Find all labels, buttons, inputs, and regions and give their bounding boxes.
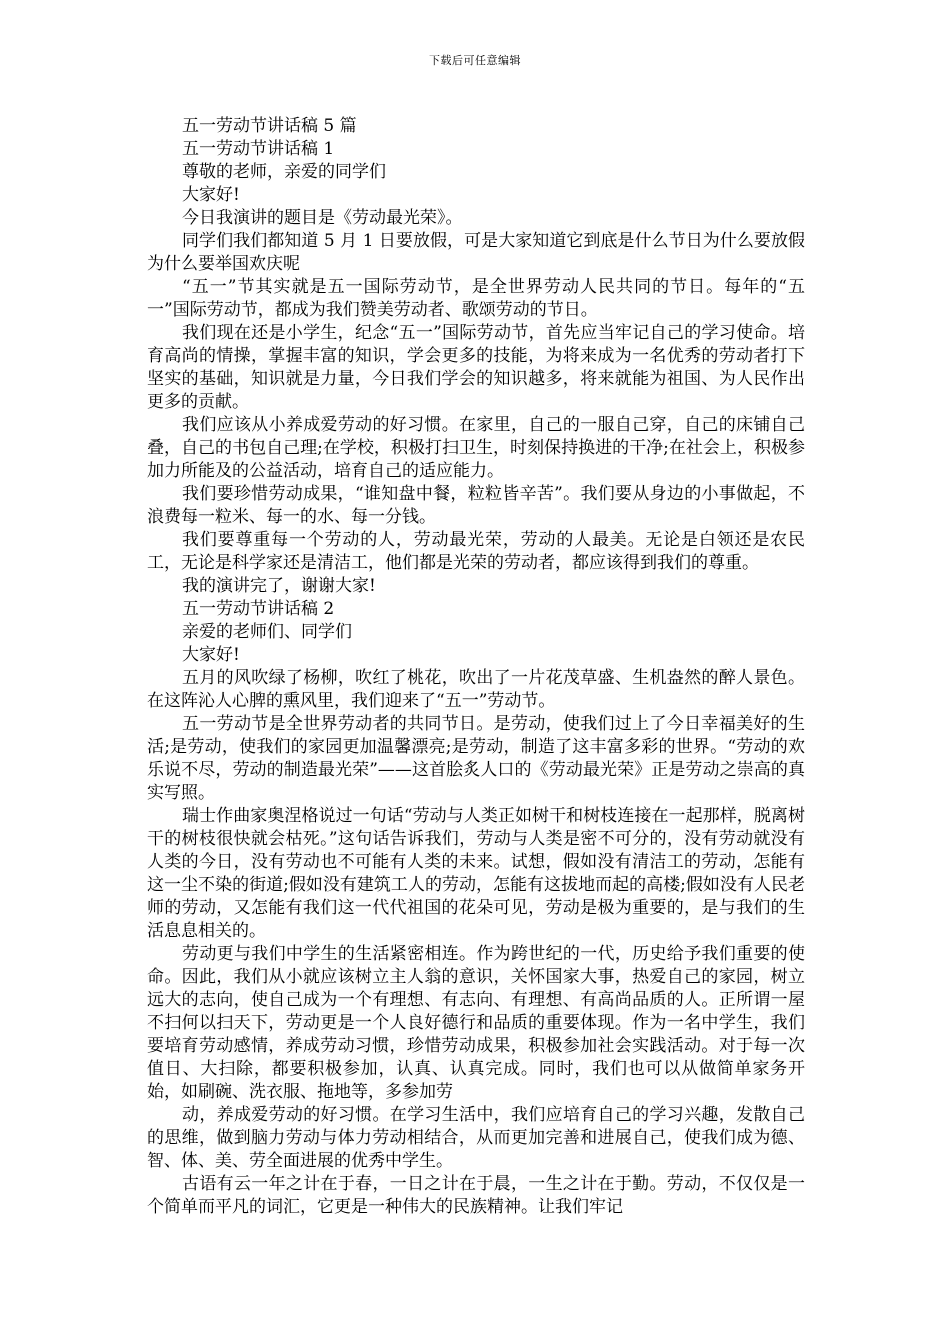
paragraph: 瑞士作曲家奥涅格说过一句话“劳动与人类正如树干和树枝连接在一起那样，脱离树干的树枝很快就会枯死。”这句话告诉我们，劳动与人类是密不可分的，没有劳动就没有人类的今日，没有劳动也不可能有人类的未来。试想，假如没有清洁工的劳动，怎能有这一尘不染的街道;假如没有建筑工人的劳动，怎能有这拔地而起的高楼;假如没有人民老师的劳动，又怎能有我们这一代代祖国的花朵可见，劳动是极为重要的，是与我们的生活息息相关的。 bbox=[147, 806, 805, 941]
page-header: 下载后可任意编辑 bbox=[429, 54, 521, 67]
paragraph: 劳动更与我们中学生的生活紧密相连。作为跨世纪的一代，历史给予我们重要的使命。因此，我们从小就应该树立主人翁的意识，关怀国家大事，热爱自己的家园，树立远大的志向，使自己成为一个有理想、有志向、有理想、有高尚品质的人。正所谓一屋不扫何以扫天下，劳动更是一个人良好德行和品质的重要体现。作为一名中学生，我们要培育劳动感情，养成劳动习惯，珍惜劳动成果，积极参加社会实践活动。对于每一次值日、大扫除，都要积极参加，认真、认真完成。同时，我们也可以从做简单家务开始，如刷碗、洗衣服、拖地等，多参加劳 bbox=[147, 944, 805, 1102]
paragraph: 动，养成爱劳动的好习惯。在学习生活中，我们应培育自己的学习兴趣，发散自己的思维，做到脑力劳动与体力劳动相结合，从而更加完善和进展自己，使我们成为德、智、体、美、劳全面进展的优秀中学生。 bbox=[147, 1105, 805, 1171]
paragraph: 五一劳动节讲话稿 5 篇 bbox=[182, 116, 357, 136]
document-body bbox=[147, 115, 805, 1219]
paragraph: 同学们我们都知道 5 月 1 日要放假，可是大家知道它到底是什么节日为什么要放假为什么要举国欢庆呢 bbox=[147, 231, 805, 274]
paragraph: 我们要珍惜劳动成果，“谁知盘中餐，粒粒皆辛苦”。我们要从身边的小事做起，不浪费每一粒米、每一的水、每一分钱。 bbox=[147, 484, 805, 527]
paragraph: “五一”节其实就是五一国际劳动节，是全世界劳动人民共同的节日。每年的“五一”国际劳动节，都成为我们赞美劳动者、歌颂劳动的节日。 bbox=[147, 277, 805, 320]
paragraph: 大家好! bbox=[182, 645, 240, 665]
paragraph: 五月的风吹绿了杨柳，吹红了桃花，吹出了一片花茂草盛、生机盎然的醉人景色。在这阵沁人心脾的熏风里，我们迎来了“五一”劳动节。 bbox=[147, 668, 805, 711]
paragraph: 今日我演讲的题目是《劳动最光荣》。 bbox=[182, 208, 463, 228]
paragraph: 尊敬的老师，亲爱的同学们 bbox=[182, 162, 386, 182]
paragraph: 五一劳动节是全世界劳动者的共同节日。是劳动，使我们过上了今日幸福美好的生活;是劳动，使我们的家园更加温馨漂亮;是劳动，制造了这丰富多彩的世界。“劳动的欢乐说不尽，劳动的制造最光荣”——这首脍炙人口的《劳动最光荣》正是劳动之崇高的真实写照。 bbox=[147, 714, 805, 803]
paragraph: 我们现在还是小学生，纪念“五一”国际劳动节，首先应当牢记自己的学习使命。培育高尚的情操，掌握丰富的知识，学会更多的技能，为将来成为一名优秀的劳动者打下坚实的基础，知识就是力量，今日我们学会的知识越多，将来就能为祖国、为人民作出更多的贡献。 bbox=[147, 323, 805, 412]
paragraph: 大家好! bbox=[182, 185, 240, 205]
paragraph: 我的演讲完了，谢谢大家! bbox=[182, 576, 376, 596]
paragraph: 古语有云一年之计在于春，一日之计在于晨，一生之计在于勤。劳动，不仅仅是一个简单而平凡的词汇，它更是一种伟大的民族精神。让我们牢记 bbox=[147, 1174, 805, 1217]
paragraph: 五一劳动节讲话稿 2 bbox=[182, 599, 335, 619]
paragraph: 五一劳动节讲话稿 1 bbox=[182, 139, 335, 159]
paragraph: 亲爱的老师们、同学们 bbox=[182, 622, 352, 642]
paragraph: 我们应该从小养成爱劳动的好习惯。在家里，自己的一服自己穿，自己的床铺自己叠，自己的书包自己理;在学校，积极打扫卫生，时刻保持换进的干净;在社会上，积极参加力所能及的公益活动，培育自己的适应能力。 bbox=[147, 415, 805, 481]
paragraph: 我们要尊重每一个劳动的人，劳动最光荣，劳动的人最美。无论是白领还是农民工，无论是科学家还是清洁工，他们都是光荣的劳动者，都应该得到我们的尊重。 bbox=[147, 530, 805, 573]
